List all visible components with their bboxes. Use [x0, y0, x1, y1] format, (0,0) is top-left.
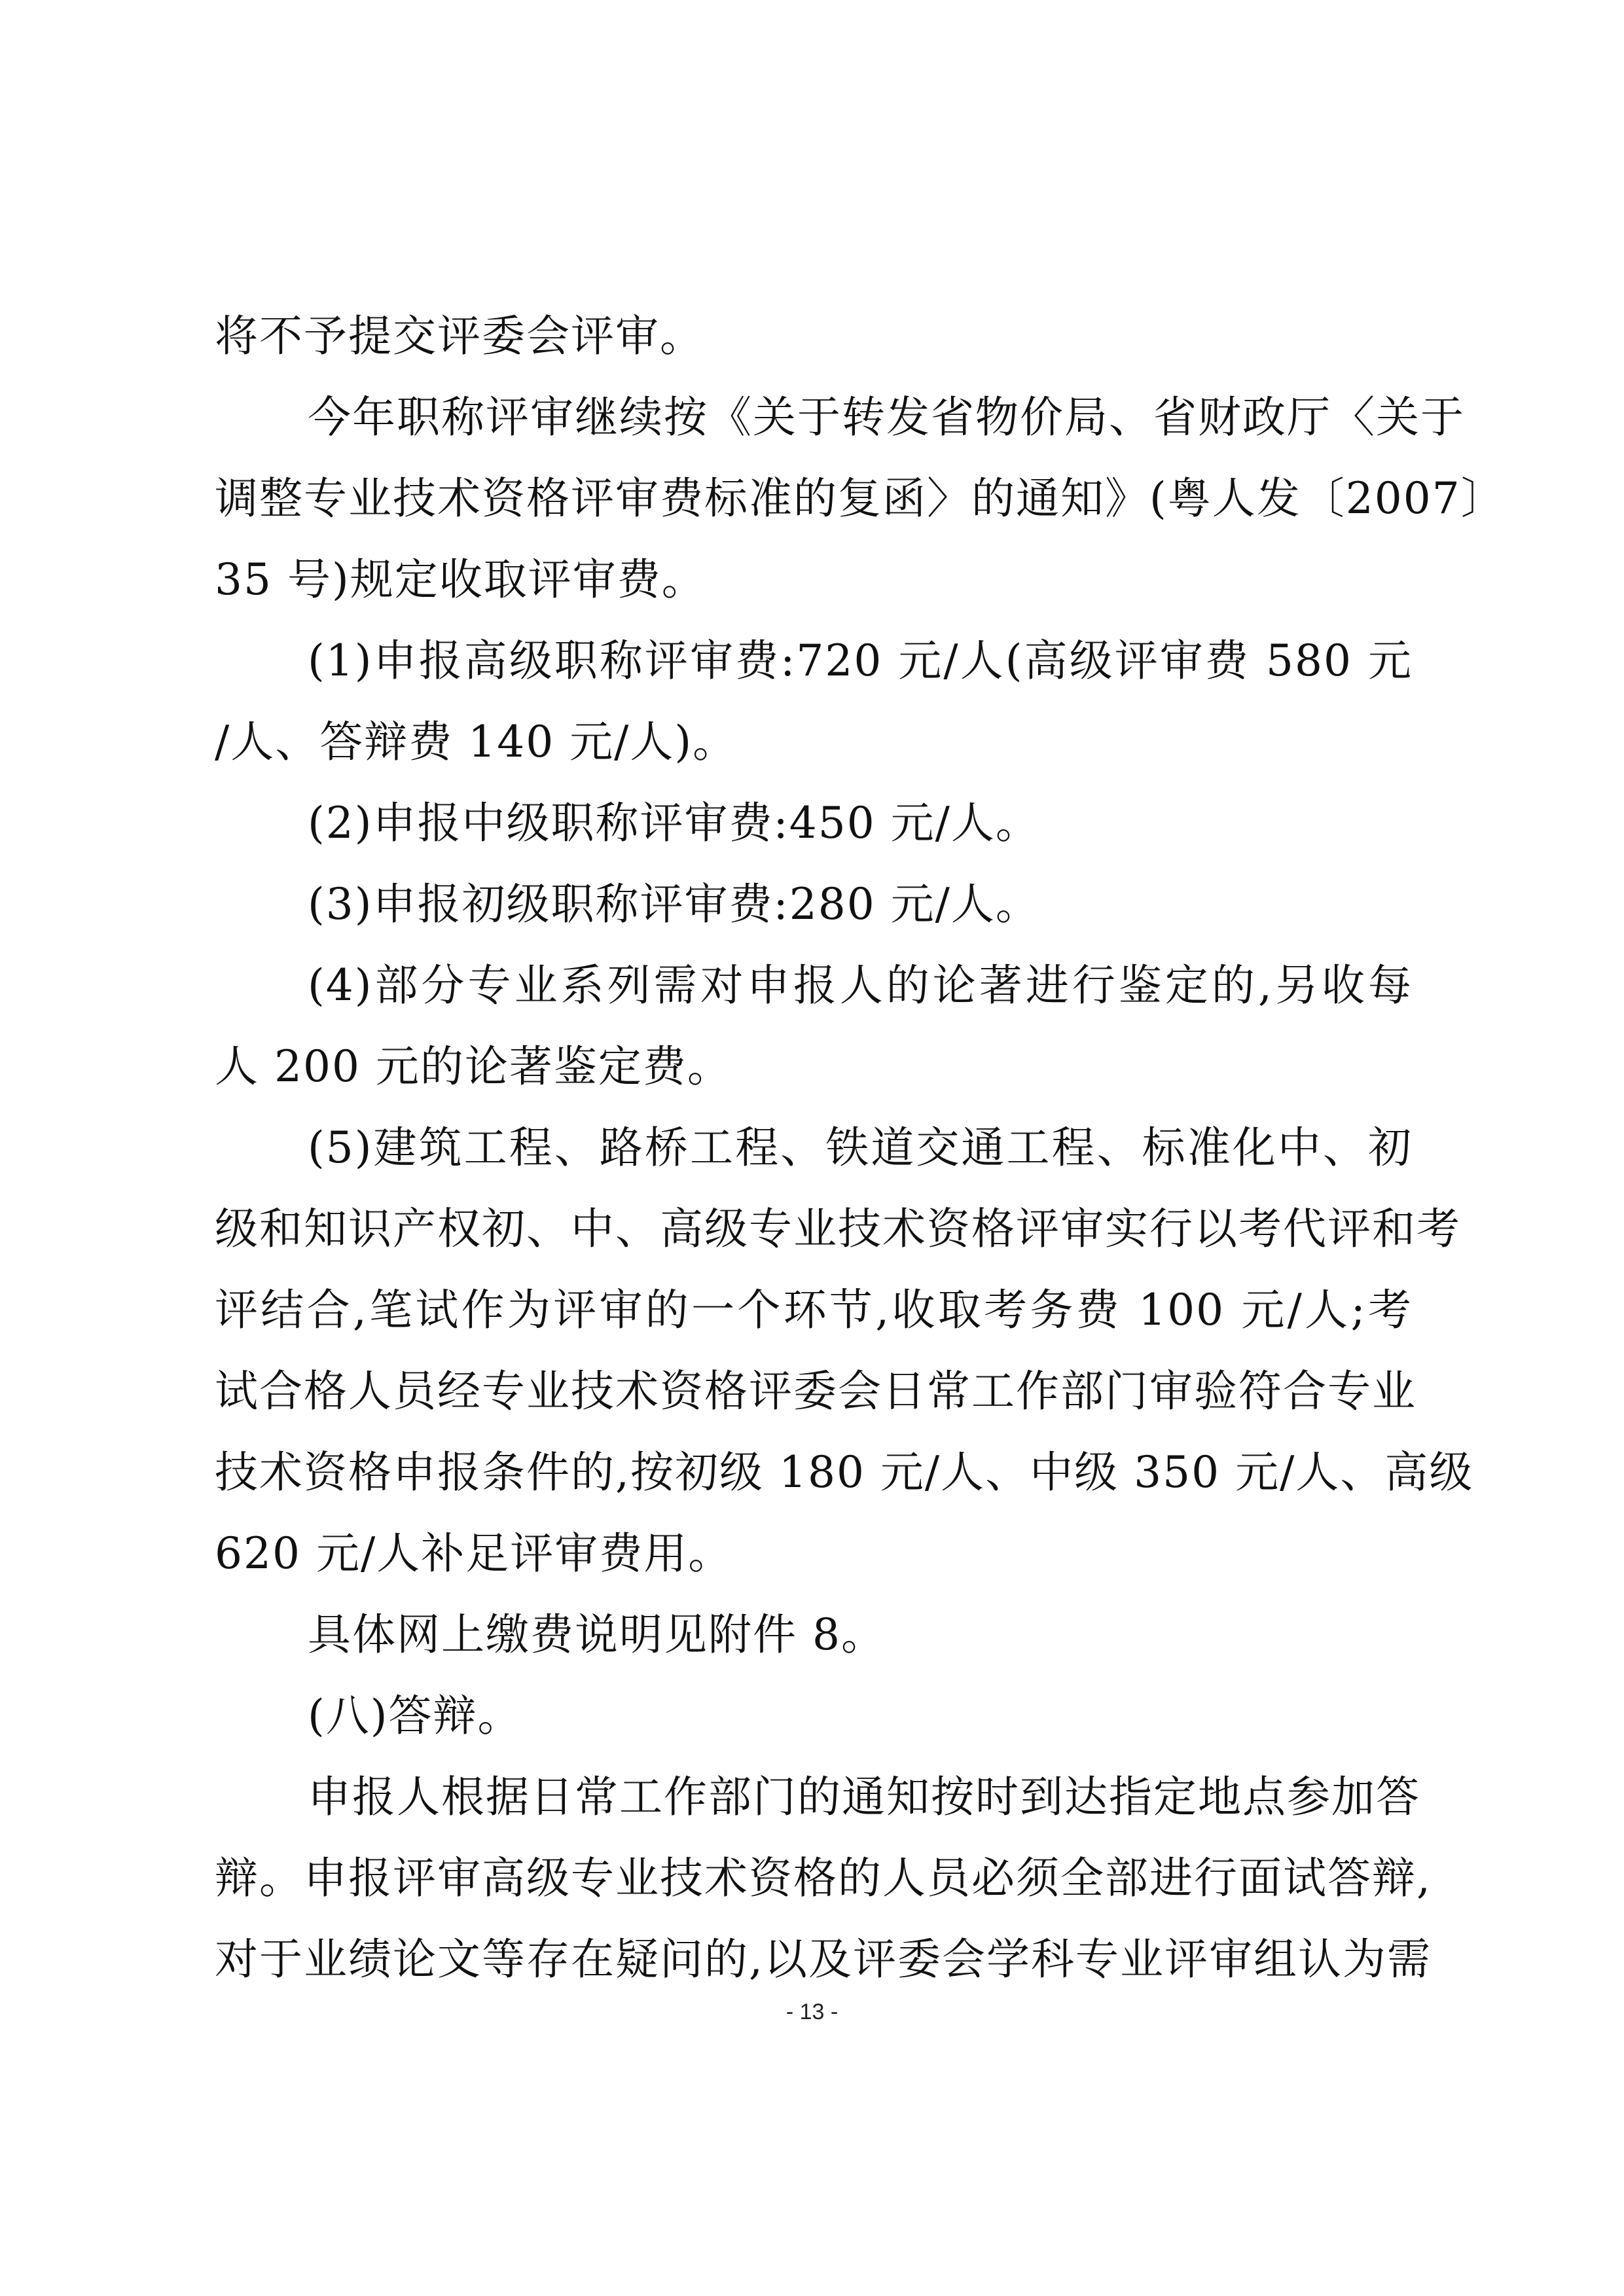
text-line: 将不予提交评委会评审。: [215, 311, 704, 361]
text-line: 620 元/人补足评审费用。: [215, 1528, 733, 1579]
text-line: 35 号)规定收取评审费。: [215, 554, 706, 605]
text-line: 对于业绩论文等存在疑问的,以及评委会学科专业评审组认为需: [215, 1934, 1432, 1984]
text-line: 试合格人员经专业技术资格评委会日常工作部门审验符合专业: [215, 1366, 1416, 1416]
text-line: 具体网上缴费说明见附件 8。: [308, 1609, 886, 1660]
page-number: - 13 -: [785, 2000, 839, 2024]
text-line: (1)申报高级职称评审费:720 元/人(高级评审费 580 元: [308, 636, 1413, 686]
text-line: 申报人根据日常工作部门的通知按时到达指定地点参加答: [308, 1772, 1420, 1822]
text-line: (4)部分专业系列需对申报人的论著进行鉴定的,另收每: [308, 960, 1413, 1011]
text-line: (5)建筑工程、路桥工程、铁道交通工程、标准化中、初: [308, 1122, 1413, 1173]
text-line: (2)申报中级职称评审费:450 元/人。: [308, 798, 1040, 848]
text-line: 今年职称评审继续按《关于转发省物价局、省财政厅〈关于: [308, 392, 1465, 442]
text-line: /人、答辩费 140 元/人)。: [215, 717, 738, 767]
text-line: 辩。申报评审高级专业技术资格的人员必须全部进行面试答辩,: [215, 1853, 1432, 1903]
text-line: 级和知识产权初、中、高级专业技术资格评审实行以考代评和考: [215, 1204, 1461, 1254]
section-heading: (八)答辩。: [308, 1691, 522, 1741]
text-line: 调整专业技术资格评审费标准的复函〉的通知》(粤人发〔2007〕: [215, 473, 1506, 524]
text-line: 评结合,笔试作为评审的一个环节,收取考务费 100 元/人;考: [215, 1285, 1413, 1335]
text-line: (3)申报初级职称评审费:280 元/人。: [308, 879, 1040, 929]
text-line: 人 200 元的论著鉴定费。: [215, 1041, 732, 1092]
text-line: 技术资格申报条件的,按初级 180 元/人、中级 350 元/人、高级: [215, 1447, 1474, 1498]
